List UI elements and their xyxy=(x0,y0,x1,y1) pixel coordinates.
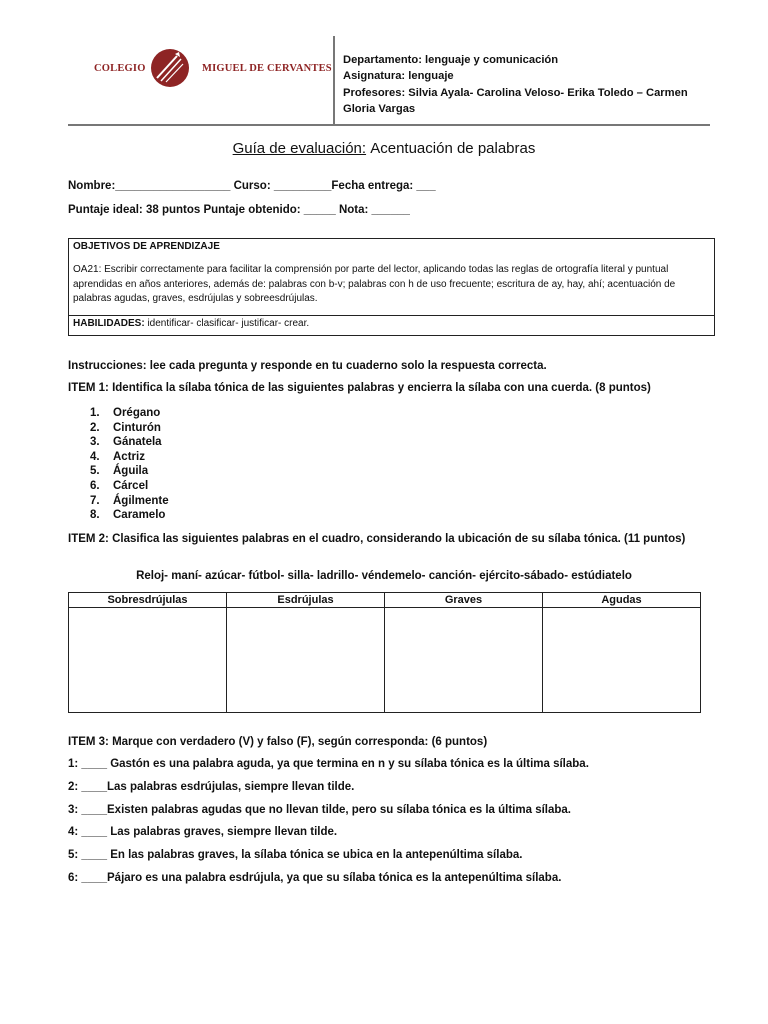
true-false-question: 6: ____Pájaro es una palabra esdrújula, ya que su sílaba tónica es la antepenúltima sílaba. xyxy=(68,872,562,884)
list-item-number: 7. xyxy=(90,494,100,507)
list-item xyxy=(90,421,169,436)
skills-line xyxy=(73,318,309,329)
list-item-word: Ágilmente xyxy=(113,494,169,507)
list-item-word: Gánatela xyxy=(113,436,162,449)
list-item-word: Caramelo xyxy=(113,509,166,522)
list-item xyxy=(90,450,169,465)
list-item-word: Orégano xyxy=(113,407,161,419)
list-item-number: 4. xyxy=(90,450,100,463)
column-header-graves: Graves xyxy=(385,593,543,608)
list-item-number: 1. xyxy=(90,407,100,419)
list-item-word: Actriz xyxy=(113,450,145,463)
list-item-word: Águila xyxy=(113,465,149,478)
header-info xyxy=(343,52,713,118)
subject-label: Asignatura: lenguaje xyxy=(343,70,454,83)
list-item-word: Cárcel xyxy=(113,479,149,492)
answer-cell-sobresdrujulas[interactable] xyxy=(69,608,227,713)
answer-cell-graves[interactable] xyxy=(385,608,543,713)
header-horizontal-divider xyxy=(68,124,710,126)
item2-heading: ITEM 2: Clasifica las siguientes palabras en el cuadro, considerando la ubicación de su sílaba tónica. (11 puntos) xyxy=(68,533,686,545)
column-header-agudas: Agudas xyxy=(543,593,701,608)
list-item-word: Cinturón xyxy=(113,421,161,434)
true-false-question: 1: ____ Gastón es una palabra aguda, ya que termina en n y su sílaba tónica es la última sílaba. xyxy=(68,758,589,770)
score-row: Puntaje ideal: 38 puntos Puntaje obtenido: _____ Nota: ______ xyxy=(68,204,410,216)
list-item xyxy=(90,464,169,479)
objectives-box xyxy=(68,238,715,336)
true-false-question: 2: ____Las palabras esdrújulas, siempre llevan tilde. xyxy=(68,781,355,793)
header-vertical-divider xyxy=(333,36,335,126)
logo-text-left: COLEGIO xyxy=(94,63,146,74)
title-topic: Acentuación de palabras xyxy=(370,140,536,157)
column-header-esdrujulas: Esdrújulas xyxy=(227,593,385,608)
page-title xyxy=(0,140,768,157)
list-item xyxy=(90,494,169,509)
teachers-label: Profesores: Silvia Ayala- Carolina Veloso- Erika Toledo – Carmen Gloria Vargas xyxy=(343,86,688,116)
school-crest-icon xyxy=(149,48,191,88)
item1-word-list xyxy=(90,406,169,523)
true-false-question: 5: ____ En las palabras graves, la sílaba tónica se ubica en la antepenúltima sílaba. xyxy=(68,849,523,861)
column-header-sobresdrujulas: Sobresdrújulas xyxy=(69,593,227,608)
title-main: Guía de evaluación: xyxy=(232,140,367,157)
answer-cell-agudas[interactable] xyxy=(543,608,701,713)
item2-word-bank: Reloj- maní- azúcar- fútbol- silla- ladrillo- véndemelo- canción- ejército-sábado- estúdiatelo xyxy=(136,570,632,582)
department-label: Departamento: lenguaje y comunicación xyxy=(343,54,559,66)
list-item xyxy=(90,406,169,421)
list-item xyxy=(90,508,169,523)
objectives-divider xyxy=(69,315,714,316)
true-false-question: 4: ____ Las palabras graves, siempre llevan tilde. xyxy=(68,826,338,838)
list-item-number: 8. xyxy=(90,509,100,522)
true-false-question: 3: ____Existen palabras agudas que no llevan tilde, pero su sílaba tónica es la última sílaba. xyxy=(68,804,571,816)
skills-label: HABILIDADES: xyxy=(73,318,145,329)
list-item-number: 2. xyxy=(90,421,100,434)
item3-heading: ITEM 3: Marque con verdadero (V) y falso (F), según corresponda: (6 puntos) xyxy=(68,736,488,748)
list-item-number: 3. xyxy=(90,436,100,449)
list-item-number: 5. xyxy=(90,465,100,478)
skills-text: identificar- clasificar- justificar- crear. xyxy=(144,318,310,329)
logo-text-right: MIGUEL DE CERVANTES xyxy=(202,63,332,74)
list-item xyxy=(90,479,169,494)
classification-table xyxy=(68,592,701,713)
item1-heading: ITEM 1: Identifica la sílaba tónica de las siguientes palabras y encierra la sílaba con una cuerda. (8 puntos) xyxy=(68,382,651,394)
instructions: Instrucciones: lee cada pregunta y responde en tu cuaderno solo la respuesta correcta. xyxy=(68,360,547,372)
school-logo xyxy=(92,46,332,90)
answer-cell-esdrujulas[interactable] xyxy=(227,608,385,713)
objectives-text: OA21: Escribir correctamente para facilitar la comprensión por parte del lector, aplicando todas las reglas de ortografía literal y puntual aprendidas en años anteriores, además de: palabras con b-v; palabras con h de uso frecuente; escritura de ay, hay, ahí; acentuación de palabras agudas, graves, esdrújulas y sobreesdrújulas. xyxy=(73,264,676,304)
list-item-number: 6. xyxy=(90,479,100,492)
objectives-heading: OBJETIVOS DE APRENDIZAJE xyxy=(73,241,220,252)
list-item xyxy=(90,435,169,450)
student-info-row: Nombre:__________________ Curso: _________Fecha entrega: ___ xyxy=(68,180,436,192)
